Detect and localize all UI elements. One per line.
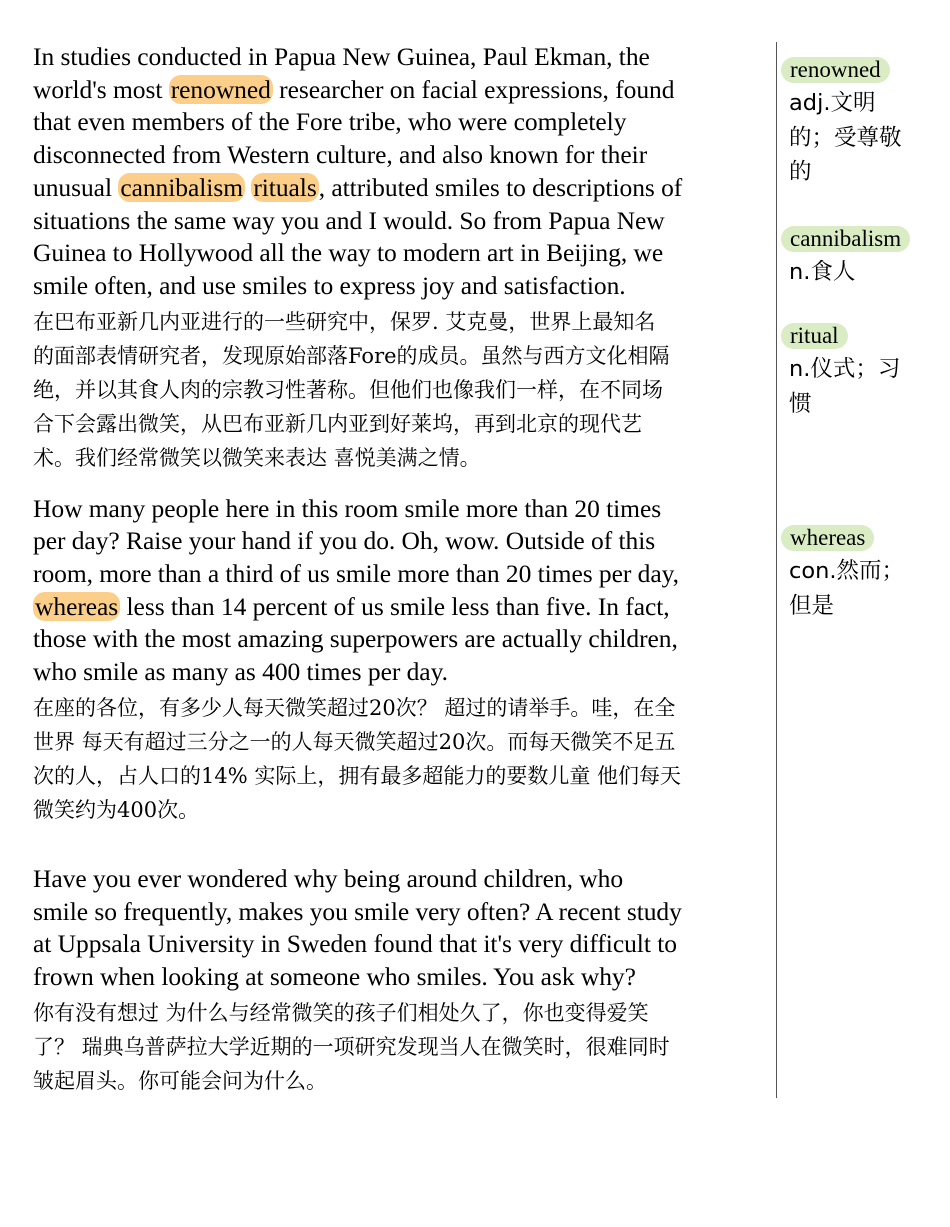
translation-line: 合下会露出微笑，从巴布亚新几内亚到好莱坞，再到北京的现代艺 xyxy=(33,411,642,436)
translation-line: 皱起眉头。你可能会问为什么。 xyxy=(33,1068,327,1093)
highlight-rituals[interactable]: rituals xyxy=(253,172,317,202)
translation-line: 你有没有想过 为什么与经常微笑的孩子们相处久了，你也变得爱笑 xyxy=(33,1000,649,1025)
highlight-whereas[interactable]: whereas xyxy=(35,591,119,621)
text-line: at Uppsala University in Sweden found that it's very difficult to xyxy=(33,929,677,959)
translation-line: 在座的各位，有多少人每天微笑超过20次？ 超过的请举手。哇，在全 xyxy=(33,695,676,720)
text-line: smile often, and use smiles to express joy and satisfaction. xyxy=(33,270,626,300)
translation-line: 的面部表情研究者，发现原始部落Fore的成员。虽然与西方文化相隔 xyxy=(33,343,670,368)
paragraph-2-chinese xyxy=(33,691,768,827)
text-line: who smile as many as 400 times per day. xyxy=(33,657,448,687)
text-line: whereas less than 14 percent of us smile less than five. In fact, xyxy=(35,591,670,621)
text-line: frown when looking at someone who smiles. You ask why? xyxy=(33,961,636,991)
text-line: unusual cannibalism rituals, attributed smiles to descriptions of xyxy=(33,172,683,202)
text-line: In studies conducted in Papua New Guinea, Paul Ekman, the xyxy=(33,42,650,71)
vocab-term[interactable]: ritual xyxy=(781,323,848,349)
highlight-cannibalism[interactable]: cannibalism xyxy=(120,172,243,202)
vocab-definition: n.仪式；习 惯 xyxy=(789,356,901,417)
article-body xyxy=(33,41,768,1098)
paragraph-3-chinese xyxy=(33,996,768,1098)
vocab-definition: n.食人 xyxy=(789,259,856,285)
translation-line: 了？ 瑞典乌普萨拉大学近期的一项研究发现当人在微笑时，很难同时 xyxy=(33,1034,670,1059)
translation-line: 术。我们经常微笑以微笑来表达 喜悦美满之情。 xyxy=(33,445,481,470)
vocab-term[interactable]: cannibalism xyxy=(781,226,910,252)
vocab-definition: con.然而； 但是 xyxy=(789,558,905,619)
text-line: disconnected from Western culture, and also known for their xyxy=(33,140,648,170)
translation-line: 绝，并以其食人肉的宗教习性著称。但他们也像我们一样，在不同场 xyxy=(33,377,663,402)
vocab-term[interactable]: whereas xyxy=(781,525,874,551)
margin-divider xyxy=(776,42,777,1098)
translation-line: 微笑约为400次。 xyxy=(33,797,200,822)
text-line: situations the same way you and I would. So from Papua New xyxy=(33,205,665,235)
text-line: Guinea to Hollywood all the way to modern art in Beijing, we xyxy=(33,238,664,268)
vocab-entry-ritual xyxy=(781,323,941,421)
paragraph-1 xyxy=(33,41,768,475)
vocab-term[interactable]: renowned xyxy=(781,57,890,83)
translation-line: 在巴布亚新几内亚进行的一些研究中，保罗. 艾克曼，世界上最知名 xyxy=(33,309,656,334)
paragraph-2 xyxy=(33,493,768,827)
text-line: world's most renowned researcher on facial expressions, found xyxy=(33,74,675,104)
paragraph-2-english xyxy=(33,493,768,689)
highlight-renowned[interactable]: renowned xyxy=(170,74,271,104)
text-line: per day? Raise your hand if you do. Oh, wow. Outside of this xyxy=(33,526,656,556)
text-line: How many people here in this room smile more than 20 times xyxy=(33,493,662,523)
vocab-entry-cannibalism xyxy=(781,226,941,290)
paragraph-spacer xyxy=(33,827,768,863)
translation-line: 世界 每天有超过三分之一的人每天微笑超过20次。而每天微笑不足五 xyxy=(33,729,676,754)
paragraph-3 xyxy=(33,863,768,1098)
paragraph-3-english xyxy=(33,863,768,994)
text-line: smile so frequently, makes you smile very often? A recent study xyxy=(33,896,682,926)
translation-line: 次的人，占人口的14% 实际上，拥有最多超能力的要数儿童 他们每天 xyxy=(33,763,682,788)
vocab-definition: adj.文明 的；受尊敬 的 xyxy=(789,90,902,185)
vocab-entry-whereas xyxy=(781,525,941,623)
text-line: that even members of the Fore tribe, who were completely xyxy=(33,107,627,137)
text-line: those with the most amazing superpowers are actually children, xyxy=(33,624,678,654)
vocab-entry-renowned xyxy=(781,57,941,190)
paragraph-1-english xyxy=(33,41,768,303)
text-line: Have you ever wondered why being around children, who xyxy=(33,863,624,893)
text-line: room, more than a third of us smile more than 20 times per day, xyxy=(33,559,680,589)
paragraph-spacer xyxy=(33,475,768,493)
paragraph-1-chinese xyxy=(33,305,768,475)
